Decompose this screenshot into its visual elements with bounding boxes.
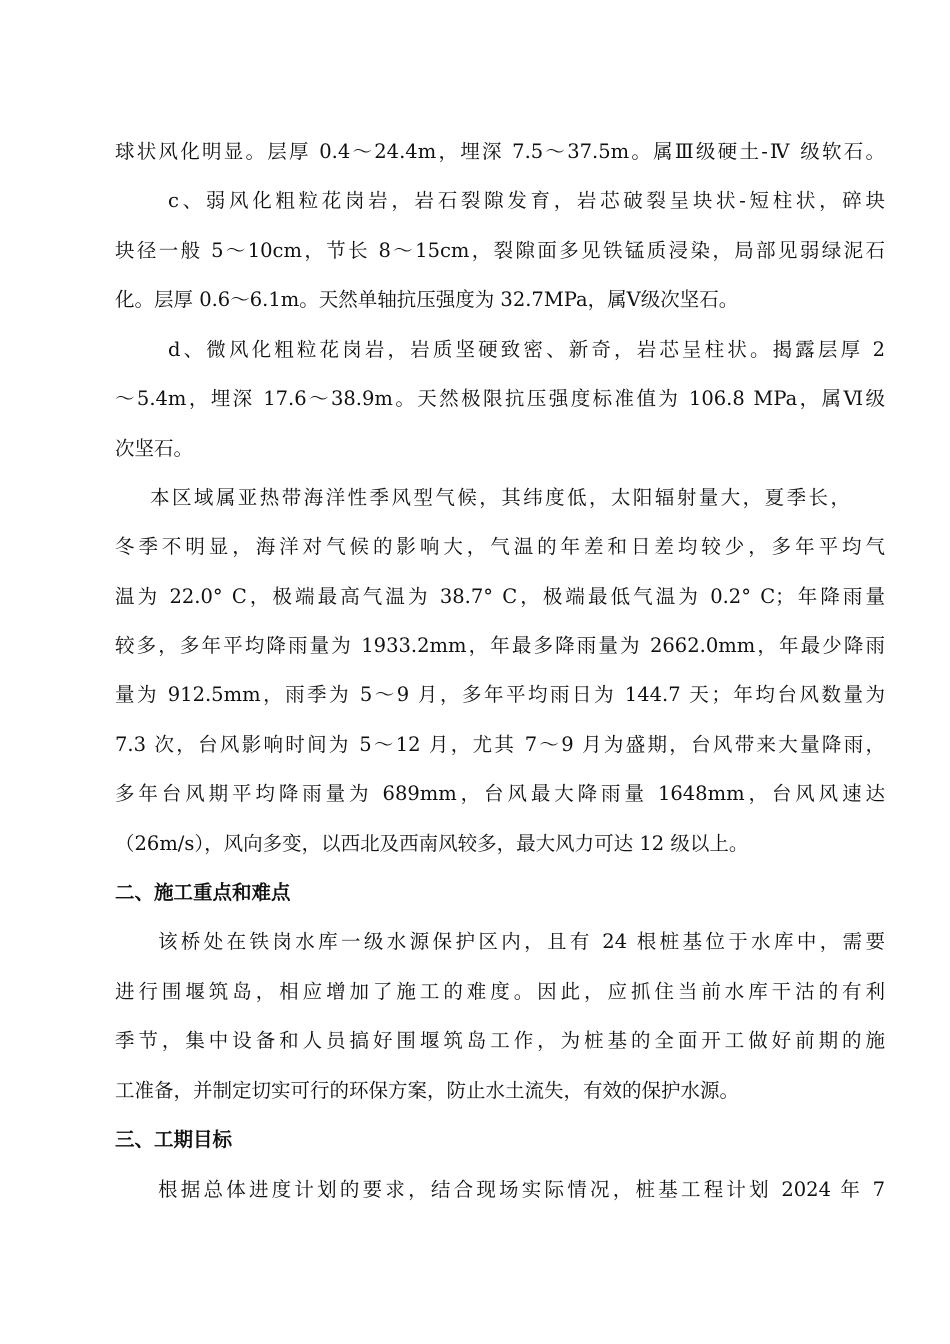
paragraph-line: 温为 22.0° C，极端最高气温为 38.7° C，极端最低气温为 0.2° C；年降雨量 (115, 585, 885, 608)
paragraph-line: c、弱风化粗粒花岗岩，岩石裂隙发育，岩芯破裂呈块状-短柱状，碎块 (168, 189, 885, 212)
paragraph-line: 量为 912.5mm，雨季为 5～9 月，多年平均雨日为 144.7 天；年均台风数量为 (115, 683, 885, 706)
paragraph-line: 本区域属亚热带海洋性季风型气候，其纬度低，太阳辐射量大，夏季长， (150, 486, 850, 509)
paragraph-line: 工准备，并制定切实可行的环保方案，防止水土流失，有效的保护水源。 (115, 1079, 740, 1102)
section-heading: 三、工期目标 (115, 1128, 233, 1151)
paragraph-line: 7.3 次，台风影响时间为 5～12 月，尤其 7～9 月为盛期，台风带来大量降雨， (115, 733, 885, 756)
paragraph-line: 根据总体进度计划的要求，结合现场实际情况，桩基工程计划 2024 年 7 (158, 1178, 885, 1201)
paragraph-line: 球状风化明显。层厚 0.4～24.4m，埋深 7.5～37.5m。属Ⅲ级硬土-Ⅳ 级软石。 (115, 140, 885, 163)
paragraph-line: （26m/s），风向多变，以西北及西南风较多，最大风力可达 12 级以上。 (115, 832, 749, 855)
section-heading: 二、施工重点和难点 (115, 881, 291, 904)
paragraph-line: 化。层厚 0.6～6.1m。天然单轴抗压强度为 32.7MPa，属Ⅴ级次坚石。 (115, 288, 739, 311)
paragraph-line: 块径一般 5～10cm，节长 8～15cm，裂隙面多见铁锰质浸染，局部见弱绿泥石 (115, 239, 885, 262)
paragraph-line: ～5.4m，埋深 17.6～38.9m。天然极限抗压强度标准值为 106.8 MPa，属Ⅵ级 (115, 387, 885, 410)
paragraph-line: 进行围堰筑岛，相应增加了施工的难度。因此，应抓住当前水库干沽的有利 (115, 980, 885, 1003)
paragraph-line: 冬季不明显，海洋对气候的影响大，气温的年差和日差均较少，多年平均气 (115, 535, 885, 558)
paragraph-line: 较多，多年平均降雨量为 1933.2mm，年最多降雨量为 2662.0mm，年最少降雨 (115, 634, 885, 657)
paragraph-line: 次坚石。 (115, 437, 194, 460)
paragraph-line: 季节，集中设备和人员搞好围堰筑岛工作，为桩基的全面开工做好前期的施 (115, 1029, 885, 1052)
paragraph-line: 该桥处在铁岗水库一级水源保护区内，且有 24 根桩基位于水库中，需要 (158, 930, 885, 953)
paragraph-line: d、微风化粗粒花岗岩，岩质坚硬致密、新奇，岩芯呈柱状。揭露层厚 2 (168, 338, 885, 361)
paragraph-line: 多年台风期平均降雨量为 689mm，台风最大降雨量 1648mm，台风风速达 (115, 782, 885, 805)
